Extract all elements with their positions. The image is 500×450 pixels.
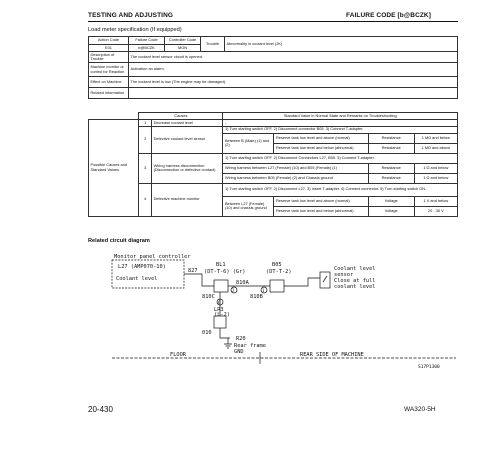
condition: Wiring harness between B05 (Female) (2) and Chassis ground (223, 173, 368, 183)
condition: Reserve tank low level and below (abnormal) (274, 206, 368, 216)
node-2-label: 2 (232, 288, 235, 293)
diagram-code: S17P1300 (418, 365, 440, 370)
cause-num: 1 (139, 120, 152, 127)
sensor-line-3: Close at full (334, 278, 376, 284)
header-rule (88, 21, 458, 22)
header-right: FAILURE CODE [b@BCZK] (346, 12, 431, 19)
cause-text: Defective coolant level sensor (152, 126, 223, 153)
between-label: Between B (Male) (1) and (2) (223, 133, 274, 153)
bl1-type: (DT-T-6) (Gr) (204, 269, 246, 275)
condition: Reserve tank low level and above (normal) (274, 133, 368, 143)
sensor-line-4: coolant level (334, 284, 376, 290)
spec-row-label: Effect on Machine (89, 77, 129, 88)
value: 1 V and below (414, 196, 457, 206)
causes-header: Causes (139, 113, 223, 120)
node-6-label: 6 (218, 300, 221, 305)
load-meter-title: Load meter specification (If equipped) (88, 27, 182, 33)
value: 1 MΩ and above (414, 143, 457, 153)
wire-b05-sensor (284, 278, 320, 286)
failure-code-label: Failure Code (129, 37, 165, 45)
cause-text: Decrease coolant level (152, 120, 223, 127)
spec-row-label: Related information (89, 88, 129, 99)
controller-code-label: Controller Code (165, 37, 201, 45)
b05-label: B05 (272, 262, 282, 268)
page-number: 20-430 (88, 405, 113, 414)
cause-num: 2 (139, 126, 152, 153)
bl1-label: BL1 (216, 262, 226, 268)
wire-827 (184, 274, 214, 286)
rear-frame-label: Rear frame (234, 343, 266, 349)
condition: Reserve tank low level and above (normal) (274, 196, 368, 206)
measure: Voltage (368, 206, 414, 216)
cause-intro: 1) Turn starting switch OFF. 2) Disconnect Connectors L27, B05. 3) Connect T-adapter. (223, 153, 458, 163)
pin-810b: 810B (250, 294, 263, 300)
controller-code: MON (165, 45, 201, 52)
b05-connector (270, 280, 284, 292)
gnd-label: GND (234, 349, 244, 355)
measure: Resistance (368, 133, 414, 143)
cause-num: 3 (139, 153, 152, 183)
pin-010: 010 (202, 330, 212, 336)
spec-row-text: The coolant level is low (The engine may be damaged). (129, 77, 458, 88)
b05-type: (DT-T-2) (266, 269, 292, 275)
measure: Resistance (368, 173, 414, 183)
coolant-level-label: Coolant level (116, 276, 158, 282)
condition: Wiring harness between L27 (Female) (10) and B05 (Female) (1) (223, 163, 368, 173)
value: 1 Ω and below (414, 163, 457, 173)
blank-corner (89, 113, 139, 120)
spec-row-text: The coolant level sensor circuit is opened. (129, 52, 458, 63)
spec-table (88, 36, 458, 99)
rear-side-label: REAR SIDE OF MACHINE (300, 352, 364, 358)
floor-label: FLOOR (170, 352, 186, 358)
measure: Voltage (368, 196, 414, 206)
cause-intro: 1) Turn starting switch OFF. 2) Disconnect connector B05. 3) Connect T-adapter. (223, 126, 458, 133)
pin-810c: 810C (202, 294, 215, 300)
failure-code: b@BCZK (129, 45, 165, 52)
wire-010 (220, 328, 226, 338)
connector-l27: L27 (AMP070-10) (118, 264, 166, 270)
cause-intro: 1) Turn starting switch OFF. 2) Disconnect L27. 3) Insert T-adapter. 4) Connect connector. 5) Turn starting switch ON. (223, 183, 458, 196)
ground-symbol (224, 338, 232, 348)
spec-row-text: Activation an alarm. (129, 63, 458, 77)
sensor-line-2: sensor (334, 272, 354, 278)
pin-827: 827 (188, 268, 198, 274)
monitor-title: Monitor panel controller (114, 254, 191, 260)
value: 20 - 30 V (414, 206, 457, 216)
trouble-label: Trouble (201, 37, 225, 52)
lr3-label: LR3 (214, 307, 224, 313)
model-name: WA320-5H (404, 406, 436, 413)
condition: Reserve tank low level and below (abnormal) (274, 143, 368, 153)
value: 1 Ω and below (414, 173, 457, 183)
r20-label: R20 (236, 336, 246, 342)
cause-text: Wiring harness disconnection (Disconnection or defective contact) (152, 153, 223, 183)
spec-row-label: Machine monitor or control for Reaction (89, 63, 129, 77)
cause-text: Defective machine monitor (152, 183, 223, 216)
sensor-switch (323, 276, 327, 282)
spec-row-label: Description of Trouble (89, 52, 129, 63)
measure: Resistance (368, 163, 414, 173)
action-code: E01 (89, 45, 129, 52)
related-circuit-title: Related circuit diagram (88, 238, 150, 244)
spec-row-text (129, 88, 458, 99)
trouble-text: Abnormality in coolant level (2K) (225, 37, 458, 52)
cause-num: 4 (139, 183, 152, 216)
lr3-type: (L-2) (214, 312, 230, 318)
value: 1 MΩ and below (414, 133, 457, 143)
sensor-body (320, 272, 330, 288)
measure: Resistance (368, 143, 414, 153)
between-label: Between L27 (Female) (10) and chassis ground (223, 196, 274, 216)
causes-table (88, 112, 458, 217)
header-left: TESTING AND ADJUSTING (88, 12, 174, 19)
bl1-connector (214, 280, 228, 292)
circuit-diagram (110, 254, 458, 370)
action-code-label: Action Code (89, 37, 129, 45)
possible-causes-label: Possible Causes and Standard Values (89, 120, 139, 217)
standard-header: Standard Value in Normal State and Remarks on Troubleshooting (223, 113, 458, 120)
node-1-label: 1 (262, 288, 265, 293)
cause-detail: - (223, 120, 458, 127)
pin-810a: 810A (236, 280, 249, 286)
sensor-line-1: Coolant level (334, 266, 376, 272)
